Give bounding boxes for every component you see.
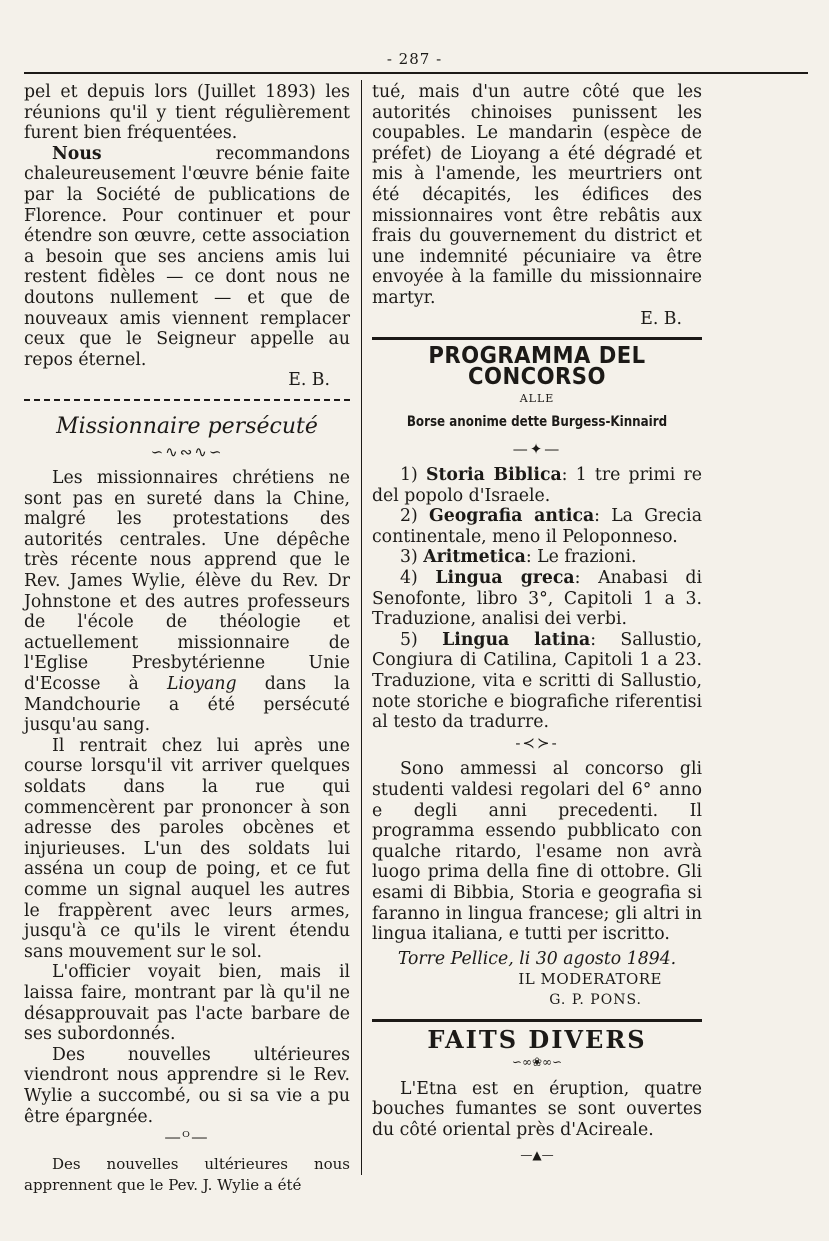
small-ornament: —✦— bbox=[512, 439, 562, 458]
item-number: 4) bbox=[400, 568, 418, 589]
signature: E. B. bbox=[640, 308, 682, 329]
section-title: Missionnaire persécuté bbox=[56, 413, 318, 439]
paragraph: pel et depuis lors (Juillet 1893) les réunions qu'il y tient régulièrement furent bien fréquentées. bbox=[24, 82, 350, 144]
dashed-rule bbox=[24, 399, 350, 401]
ornament: -≺≻- bbox=[515, 733, 559, 752]
paragraph: L'officier voyait bien, mais il laissa faire, montrant par là qu'il ne désapprouvait pas l'acte barbare de ses subordonnés. bbox=[24, 962, 350, 1045]
paragraph-text: Les missionnaires chrétiens ne sont pas en sureté dans la Chine, malgré les protestations des autorités centrales. Une dépêche très récente nous apprend que le Rev. James Wylie, élève du Rev. Dr Johnstone et des autres professeurs de l'école de théologie et actuellement missionnaire de l'Eglise Presbytérienne Unie d'Ecosse à bbox=[24, 468, 350, 695]
ornament: ∽∞❀∞∽ bbox=[511, 1055, 563, 1070]
section-rule bbox=[372, 337, 702, 340]
program-item bbox=[372, 547, 702, 568]
item-text: : Le frazioni. bbox=[525, 547, 637, 568]
paragraph bbox=[24, 468, 350, 736]
lead-word: Nous bbox=[52, 143, 102, 164]
left-column bbox=[24, 82, 350, 1196]
place-date: Torre Pellice, li 30 agosto 1894. bbox=[397, 948, 677, 969]
paragraph-text: recommandons chaleureusement l'œuvre bénie faite par la Société de publications de Florence. Pour continuer et pour étendre son œuvre, cette association a besoin que ses anciens amis lui restent fidèles — ce dont nous ne doutons nullement — et que de nouveaux amis viennent remplacer ceux que le Seigneur appelle au repos éternel. bbox=[24, 143, 350, 370]
item-title: Geografia antica bbox=[428, 506, 595, 527]
program-item bbox=[372, 465, 702, 506]
end-mark: —▲— bbox=[520, 1147, 554, 1162]
item-number: 2) bbox=[400, 506, 418, 527]
item-number: 5) bbox=[400, 629, 418, 650]
moderator-label: IL MODERATORE bbox=[518, 970, 662, 989]
paragraph: Sono ammessi al concorso gli studenti valdesi regolari del 6° anno e degli anni precedenti. Il programma essendo pubblicato con qualche ritardo, l'esame non avrà luogo prima della fine di ottobre. Gli esami di Bibbia, Storia e geografia si faranno in lingua francese; gli altri in lingua italiana, e tutti per iscritto. bbox=[372, 759, 702, 945]
moderator-name: G. P. PONS. bbox=[549, 991, 642, 1008]
paragraph bbox=[24, 144, 350, 371]
column-divider bbox=[361, 80, 362, 1175]
paragraph: L'Etna est en éruption, quatre bouches fumantes se sont ouvertes du côté oriental près d'Acireale. bbox=[372, 1078, 702, 1140]
program-title: PROGRAMMA DEL CONCORSO bbox=[428, 343, 646, 390]
item-text: : Anabasi di Senofonte, libro 3°, Capitoli 1 a 3. Traduzione, analisi dei verbi. bbox=[372, 568, 702, 630]
faits-divers-title: FAITS DIVERS bbox=[427, 1024, 647, 1054]
header-rule bbox=[24, 72, 808, 74]
program-item bbox=[372, 630, 702, 733]
paragraph: Des nouvelles ultérieures viendront nous apprendre si le Rev. Wylie a succombé, ou si sa vie a pu être épargnée. bbox=[24, 1044, 350, 1127]
program-item bbox=[372, 506, 702, 547]
item-title: Lingua greca bbox=[435, 568, 575, 589]
right-column bbox=[372, 82, 702, 1165]
page-number: - 287 - bbox=[386, 50, 443, 68]
divider-ornament: ―ᴼ― bbox=[165, 1128, 209, 1147]
paragraph: tué, mais d'un autre côté que les autorités chinoises punissent les coupables. Le mandarin (espèce de préfet) de Lioyang a été dégradé et mis à l'amende, les meurtriers ont été décapités, les édifices des missionnaires vont être rebâtis aux frais du gouvernement du district et une indemnité pécuniaire va être envoyée à la famille du missionnaire martyr. bbox=[372, 82, 702, 308]
item-text: : La Grecia continentale, meno il Peloponneso. bbox=[372, 506, 702, 547]
paragraph-text: dans la Mandchourie a été persécuté jusqu'au sang. bbox=[24, 674, 350, 736]
item-title: Aritmetica bbox=[423, 547, 526, 568]
item-number: 3) bbox=[400, 547, 418, 568]
item-number: 1) bbox=[400, 465, 418, 486]
item-title: Lingua latina bbox=[442, 629, 591, 650]
item-title: Storia Biblica bbox=[425, 465, 562, 486]
program-alle: ALLE bbox=[519, 392, 555, 406]
section-rule bbox=[372, 1019, 702, 1022]
program-subtitle: Borse anonime dette Burgess-Kinnaird bbox=[406, 413, 668, 430]
paragraph: Il rentrait chez lui après une course lorsqu'il vit arriver quelques soldats dans la rue qui commencèrent par prononcer à son adresse des paroles obcènes et injurieuses. L'un des soldats lui asséna un coup de poing, et ce fut comme un signal auquel les autres le frappèrent avec leurs armes, jusqu'à ce qu'ils le virent étendu sans mouvement sur le sol. bbox=[24, 735, 350, 962]
place-name: Lioyang bbox=[166, 674, 237, 695]
item-text: : Sallustio, Congiura di Catilina, Capitoli 1 a 23. Traduzione, vita e scritti di Sallustio, note storiche e biografiche riferentisi al testo da tradurre. bbox=[372, 629, 702, 733]
program-item bbox=[372, 568, 702, 630]
ornament: ∽∿∾∿∽ bbox=[150, 442, 224, 461]
signature: E. B. bbox=[288, 370, 330, 391]
item-text: : 1 tre primi re del popolo d'Israele. bbox=[372, 465, 703, 506]
paragraph: Des nouvelles ultérieures nous apprennent que le Pev. J. Wylie a été bbox=[24, 1154, 350, 1194]
